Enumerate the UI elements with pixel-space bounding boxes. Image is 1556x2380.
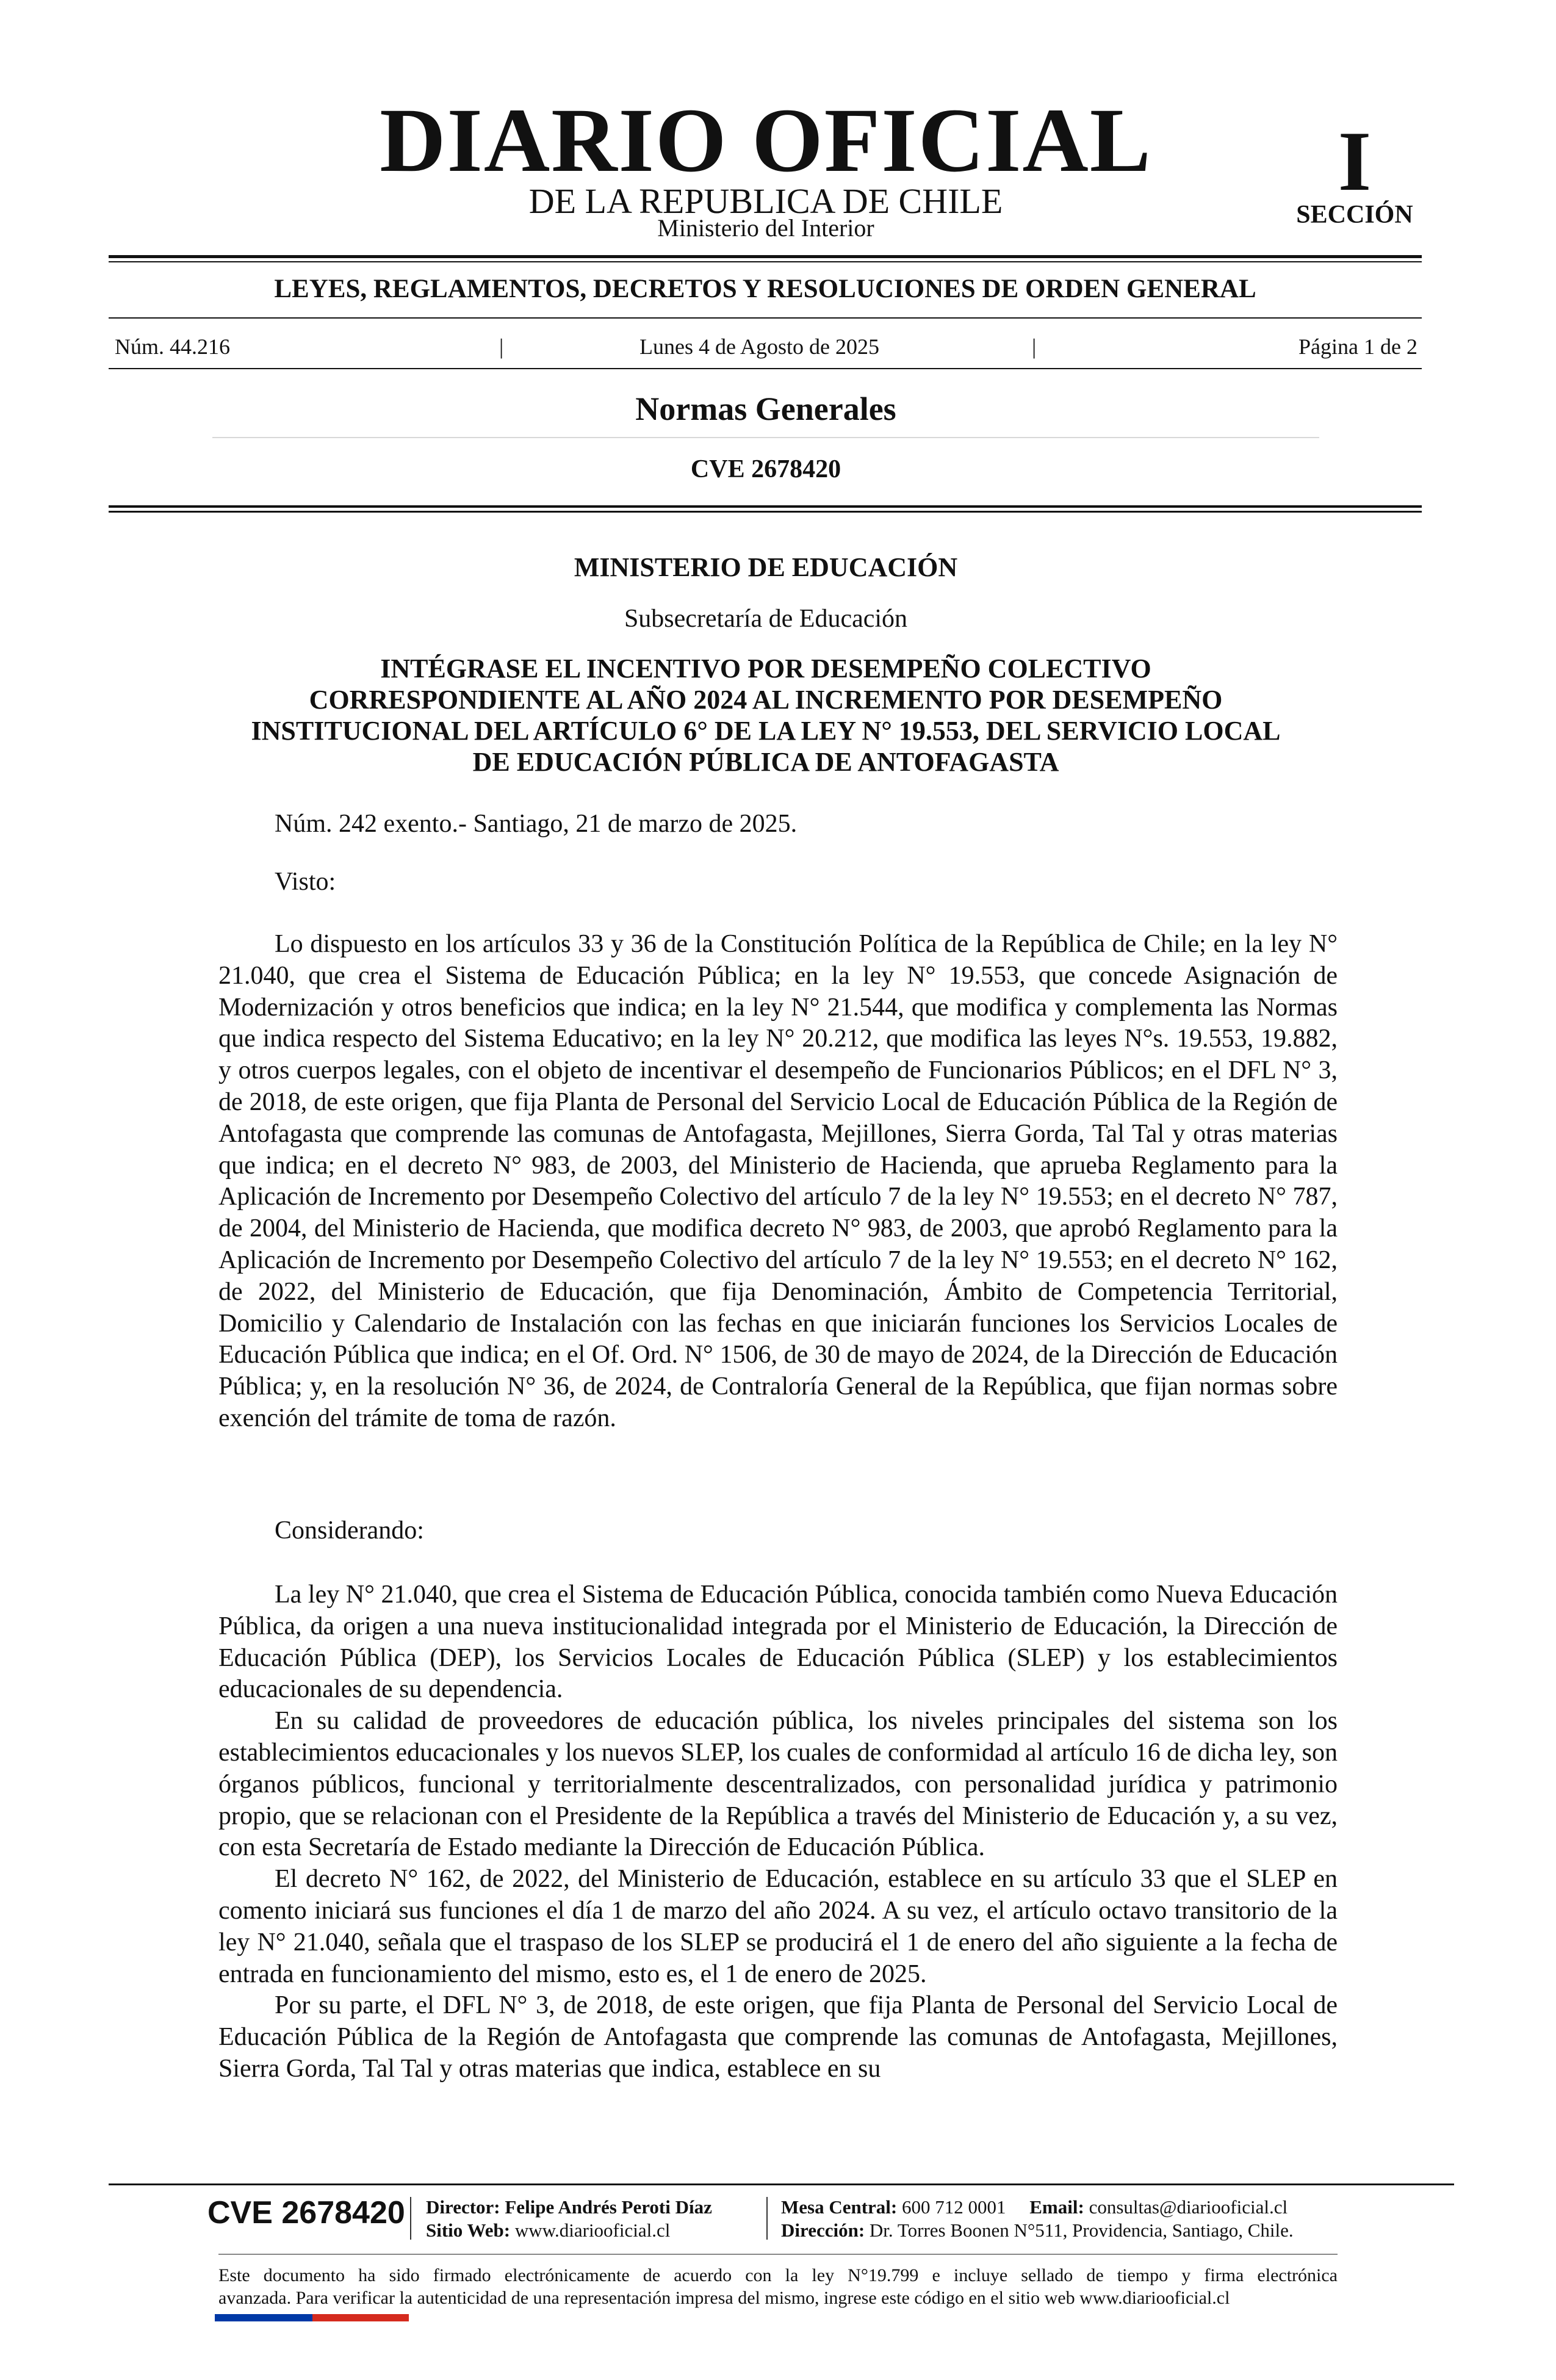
footer-director <box>426 2196 712 2219</box>
ministry-title: MINISTERIO DE EDUCACIÓN <box>574 552 958 582</box>
visto-paragraph: Lo dispuesto en los artículos 33 y 36 de la Constitución Política de la República de Chile; en la ley N° 21.040, que crea el Sistema de Educación Pública; en la ley N° 19.553, que concede Asignación de Modernización y otros beneficios que indica; en la ley N° 21.544, que modifica y complementa las Normas que indica respecto del Sistema Educativo; en la ley N° 20.212, que modifica las leyes N°s. 19.553, 19.882, y otros cuerpos legales, con el objeto de incentivar el desempeño de Funcionarios Públicos; en el DFL N° 3, de 2018, de este origen, que fija Planta de Personal del Servicio Local de Educación Pública de la Región de Antofagasta que comprende las comunas de Antofagasta, Mejillones, Sierra Gorda, Tal Tal y otras materias que indica; en el decreto N° 983, de 2003, del Ministerio de Hacienda, que aprueba Reglamento para la Aplicación de Incremento por Desempeño Colectivo del artículo 7 de la ley N° 19.553; en el decreto N° 787, de 2004, del Ministerio de Hacienda, que modifica decreto N° 983, de 2003, que aprobó Reglamento para la Aplicación de Incremento por Desempeño Colectivo del artículo 7 de la ley N° 19.553; en el decreto N° 162, de 2022, del Ministerio de Educación, que fija Denominación, Ámbito de Competencia Territorial, Domicilio y Calendario de Instalación con las fechas en que iniciarán funciones los Servicios Locales de Educación Pública que indica; en el Of. Ord. N° 1506, de 30 de mayo de 2024, de la Dirección de Educación Pública; y, en la resolución N° 36, de 2024, de Contraloría General de la República, que fijan normas sobre exención del trámite de toma de razón. <box>218 930 1338 1432</box>
address-text: Dr. Torres Boonen N°511, Providencia, Santiago, Chile. <box>869 2220 1294 2241</box>
website-label: Sitio Web: <box>426 2220 511 2241</box>
considerando-paragraph: En su calidad de proveedores de educación pública, los niveles principales del sistema son los establecimientos educacionales y los nuevos SLEP, los cuales de conformidad al artículo 16 de dicha ley, son órganos públicos, funcional y territorialmente descentralizados, con personalidad jurídica y patrimonio propio, que se relacionan con el Presidente de la República a través del Ministerio de Educación y, a su vez, con esta Secretaría de Estado mediante la Dirección de Educación Pública. <box>218 1707 1338 1862</box>
section-divider <box>212 437 1319 438</box>
footer-divider <box>410 2197 411 2240</box>
footer-cve: CVE 2678420 <box>207 2195 405 2230</box>
footer-website <box>426 2219 670 2242</box>
category-heading: LEYES, REGLAMENTOS, DECRETOS Y RESOLUCIONES DE ORDEN GENERAL <box>274 275 1256 303</box>
header-rule-mid <box>109 317 1422 319</box>
flag-stripe-red <box>312 2314 409 2321</box>
section-title: Normas Generales <box>635 391 896 427</box>
phone-number: 600 712 0001 <box>902 2196 1006 2218</box>
decree-title-line: CORRESPONDIENTE AL AÑO 2024 AL INCREMENTO POR DESEMPEÑO <box>309 685 1223 715</box>
director-label: Director: <box>426 2196 500 2218</box>
body-rule-thick <box>109 511 1422 513</box>
phone-label: Mesa Central: <box>781 2196 898 2218</box>
decree-title-line: DE EDUCACIÓN PÚBLICA DE ANTOFAGASTA <box>472 747 1059 777</box>
considerando-paragraph: El decreto N° 162, de 2022, del Ministerio de Educación, establece en su artículo 33 que el SLEP en comento iniciará sus funciones el día 1 de marzo del año 2024. A su vez, el artículo octavo transitorio de la ley N° 21.040, señala que el traspaso de los SLEP se producirá el 1 de enero del año siguiente a la fecha de entrada en funcionamiento del mismo, esto es, el 1 de enero de 2025. <box>218 1865 1338 1988</box>
issue-date: Lunes 4 de Agosto de 2025 <box>639 334 879 359</box>
legal-divider <box>218 2254 1338 2255</box>
considerando-paragraphs <box>218 1579 1338 2085</box>
subsecretaria: Subsecretaría de Educación <box>624 605 908 633</box>
footer-rule <box>109 2183 1454 2185</box>
director-name: Felipe Andrés Peroti Díaz <box>505 2196 712 2218</box>
legal-line: avanzada. Para verificar la autenticidad de una representación impresa del mismo, ingrese este código en el sitio web www.diariooficial.cl <box>218 2288 1230 2308</box>
website-link[interactable]: www.diariooficial.cl <box>514 2220 671 2241</box>
footer-divider <box>766 2197 768 2240</box>
header-rule-top-thin <box>109 261 1422 262</box>
decree-title-line: INTÉGRASE EL INCENTIVO POR DESEMPEÑO COLECTIVO <box>380 654 1151 683</box>
considerando-paragraph: La ley N° 21.040, que crea el Sistema de Educación Pública, conocida también como Nueva Educación Pública, da origen a una nueva institucionalidad integrada por el Ministerio de Educación, la Dirección de Educación Pública (DEP), los Servicios Locales de Educación Pública (SLEP) y los establecimientos educacionales de su dependencia. <box>218 1581 1338 1704</box>
footer-address <box>781 2219 1294 2242</box>
decree-number: Núm. 242 exento.- Santiago, 21 de marzo de 2025. <box>275 810 798 838</box>
flag-stripe-blue <box>215 2314 312 2321</box>
legal-line: Este documento ha sido firmado electrónicamente de acuerdo con la ley N°19.799 e incluye sellado de tiempo y firma electrónica <box>218 2265 1338 2285</box>
section-label: SECCIÓN <box>1296 201 1413 229</box>
issue-number: Núm. 44.216 <box>115 334 230 359</box>
masthead-title: DIARIO OFICIAL <box>380 90 1152 191</box>
cve-code: CVE 2678420 <box>690 455 841 483</box>
masthead-subtitle: DE LA REPUBLICA DE CHILE <box>528 181 1003 221</box>
header-rule-bottom <box>109 368 1422 369</box>
address-label: Dirección: <box>781 2220 865 2241</box>
email-label: Email: <box>1029 2196 1084 2218</box>
legal-notice <box>218 2264 1338 2309</box>
visto-label: Visto: <box>275 868 336 896</box>
body-rule-thick <box>109 505 1422 508</box>
separator: | <box>499 334 504 359</box>
section-number: I <box>1338 114 1372 209</box>
considerando-paragraph: Por su parte, el DFL N° 3, de 2018, de este origen, que fija Planta de Personal del Servicio Local de Educación Pública de la Región de Antofagasta que comprende las comunas de Antofagasta, Mejillones, Sierra Gorda, Tal Tal y otras materias que indica, establece en su <box>218 1991 1338 2083</box>
footer-contact <box>781 2196 1288 2219</box>
decree-title-line: INSTITUCIONAL DEL ARTÍCULO 6° DE LA LEY N° 19.553, DEL SERVICIO LOCAL <box>251 716 1281 746</box>
decree-title <box>0 653 1532 777</box>
page-info: Página 1 de 2 <box>1298 334 1417 359</box>
masthead-ministry: Ministerio del Interior <box>657 214 874 242</box>
email-link[interactable]: consultas@diariooficial.cl <box>1089 2196 1288 2218</box>
separator: | <box>1032 334 1037 359</box>
header-rule-top <box>109 255 1422 258</box>
considerando-label: Considerando: <box>275 1516 424 1545</box>
